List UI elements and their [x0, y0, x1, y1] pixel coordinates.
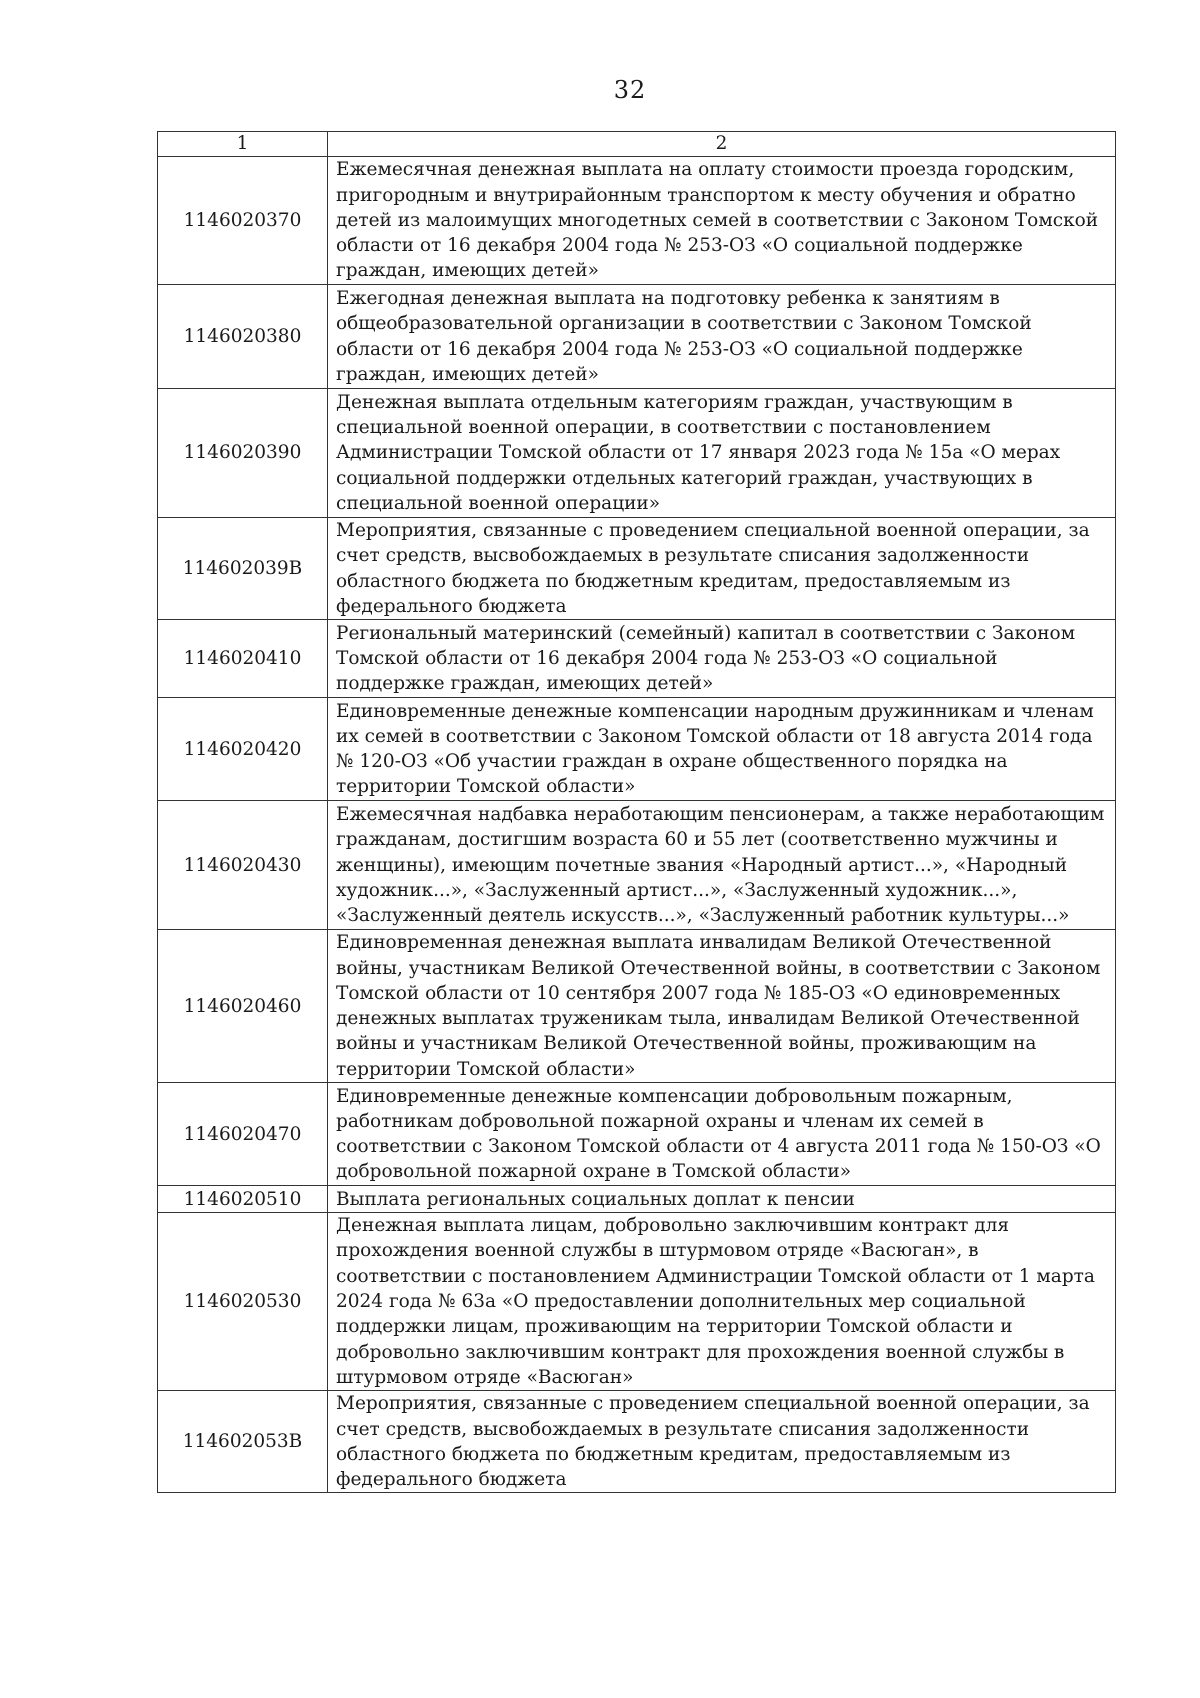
table-row — [158, 620, 1116, 698]
table-row — [158, 1186, 1116, 1213]
row-description: Единовременные денежные компенсации добровольным пожарным, работникам добровольной пожарной охраны и членам их семей в соответствии с Законом Томской области от 4 августа 2011 года № 150-ОЗ «О добровольной пожарной охране в Томской области» — [328, 1083, 1116, 1186]
row-description: Ежегодная денежная выплата на подготовку ребенка к занятиям в общеобразовательной организации в соответствии с Законом Томской области от 16 декабря 2004 года № 253-ОЗ «О социальной поддержке граждан, имеющих детей» — [328, 285, 1116, 389]
row-code: 1146020510 — [158, 1186, 328, 1213]
row-code: 1146020390 — [158, 389, 328, 518]
table-header-row — [158, 132, 1116, 157]
table-row — [158, 518, 1116, 620]
table-row — [158, 389, 1116, 518]
row-code: 114602039В — [158, 518, 328, 620]
page-number: 32 — [613, 76, 647, 104]
row-code: 1146020470 — [158, 1083, 328, 1186]
row-code: 114602053В — [158, 1391, 328, 1493]
row-code: 1146020460 — [158, 930, 328, 1083]
row-description: Единовременная денежная выплата инвалидам Великой Отечественной войны, участникам Великой Отечественной войны, в соответствии с Законом Томской области от 10 сентября 2007 года № 185-ОЗ «О единовременных денежных выплатах труженикам тыла, инвалидам Великой Отечественной войны и участникам Великой Отечественной войны, проживающим на территории Томской области» — [328, 930, 1116, 1083]
row-code: 1146020420 — [158, 698, 328, 801]
row-description: Ежемесячная надбавка неработающим пенсионерам, а также неработающим гражданам, достигшим возраста 60 и 55 лет (соответственно мужчины и женщины), имеющим почетные звания «Народный артист...», «Народный художник...», «Заслуженный артист...», «Заслуженный художник...», «Заслуженный деятель искусств...», «Заслуженный работник культуры...» — [328, 801, 1116, 930]
row-code: 1146020430 — [158, 801, 328, 930]
row-code: 1146020410 — [158, 620, 328, 698]
table-row — [158, 930, 1116, 1083]
table-row — [158, 157, 1116, 285]
row-code: 1146020370 — [158, 157, 328, 285]
table-row — [158, 285, 1116, 389]
row-description: Мероприятия, связанные с проведением специальной военной операции, за счет средств, высвобождаемых в результате списания задолженности областного бюджета по бюджетным кредитам, предоставляемым из федерального бюджета — [328, 518, 1116, 620]
table-row — [158, 1391, 1116, 1493]
row-code: 1146020380 — [158, 285, 328, 389]
row-code: 1146020530 — [158, 1213, 328, 1391]
column-header-code: 1 — [158, 132, 328, 157]
table-row — [158, 1213, 1116, 1391]
table-row — [158, 801, 1116, 930]
row-description: Ежемесячная денежная выплата на оплату стоимости проезда городским, пригородным и внутрирайонным транспортом к месту обучения и обратно детей из малоимущих многодетных семей в соответствии с Законом Томской области от 16 декабря 2004 года № 253-ОЗ «О социальной поддержке граждан, имеющих детей» — [328, 157, 1116, 285]
budget-codes-table — [157, 131, 1116, 1493]
row-description: Мероприятия, связанные с проведением специальной военной операции, за счет средств, высвобождаемых в результате списания задолженности областного бюджета по бюджетным кредитам, предоставляемым из федерального бюджета — [328, 1391, 1116, 1493]
row-description: Денежная выплата отдельным категориям граждан, участвующим в специальной военной операции, в соответствии с постановлением Администрации Томской области от 17 января 2023 года № 15а «О мерах социальной поддержки отдельных категорий граждан, участвующих в специальной военной операции» — [328, 389, 1116, 518]
row-description: Денежная выплата лицам, добровольно заключившим контракт для прохождения военной службы в штурмовом отряде «Васюган», в соответствии с постановлением Администрации Томской области от 1 марта 2024 года № 63а «О предоставлении дополнительных мер социальной поддержки лицам, проживающим на территории Томской области и добровольно заключившим контракт для прохождения военной службы в штурмовом отряде «Васюган» — [328, 1213, 1116, 1391]
row-description: Единовременные денежные компенсации народным дружинникам и членам их семей в соответствии с Законом Томской области от 18 августа 2014 года № 120-ОЗ «Об участии граждан в охране общественного порядка на территории Томской области» — [328, 698, 1116, 801]
column-header-description: 2 — [328, 132, 1116, 157]
table-row — [158, 1083, 1116, 1186]
row-description: Региональный материнский (семейный) капитал в соответствии с Законом Томской области от 16 декабря 2004 года № 253-ОЗ «О социальной поддержке граждан, имеющих детей» — [328, 620, 1116, 698]
table-row — [158, 698, 1116, 801]
row-description: Выплата региональных социальных доплат к пенсии — [328, 1186, 1116, 1213]
